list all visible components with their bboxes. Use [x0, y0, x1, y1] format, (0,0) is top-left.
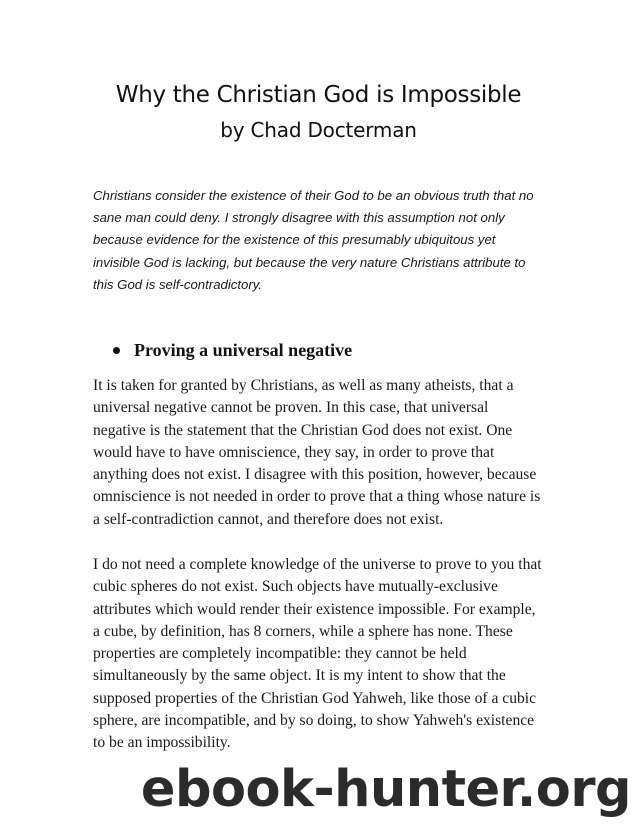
abstract-text: Christians consider the existence of their God to be an obvious truth that no sane man could deny. I strongly disagree with this assumption not only because evidence for the existence of this presumably ubiquitous yet invisible God is lacking, but because the very nature Christians attribute to this God is self-contradictory. — [93, 188, 534, 292]
document-byline: by Chad Docterman — [220, 118, 417, 142]
body-paragraph: It is taken for granted by Christians, as well as many atheists, that a universal negative cannot be proven. In this case, that universal negative is the statement that the Christian God does not exist. One would have to have omniscience, they say, in order to prove that anything does not exist. I disagree with this position, however, because omniscience is not needed in order to prove that a thing whose nature is a self-contradiction cannot, and therefore does not exist. — [93, 377, 541, 528]
bullet-icon — [113, 347, 120, 354]
body-paragraph: I do not need a complete knowledge of the universe to prove to you that cubic spheres do not exist. Such objects have mutually-exclusive attributes which would render their existence impossible. For example, a cube, by definition, has 8 corners, while a sphere has none. These properties are completely incompatible: they cannot be held simultaneously by the same object. It is my intent to show that the supposed properties of the Christian God Yahweh, like those of a cubic sphere, are incompatible, and by so doing, to show Yahweh's existence to be an impossibility. — [93, 556, 542, 752]
document-title: Why the Christian God is Impossible — [115, 82, 522, 108]
section-heading-label: Proving a universal negative — [134, 340, 353, 360]
watermark: ebook-hunter.org — [140, 760, 631, 819]
section-heading — [113, 340, 352, 361]
